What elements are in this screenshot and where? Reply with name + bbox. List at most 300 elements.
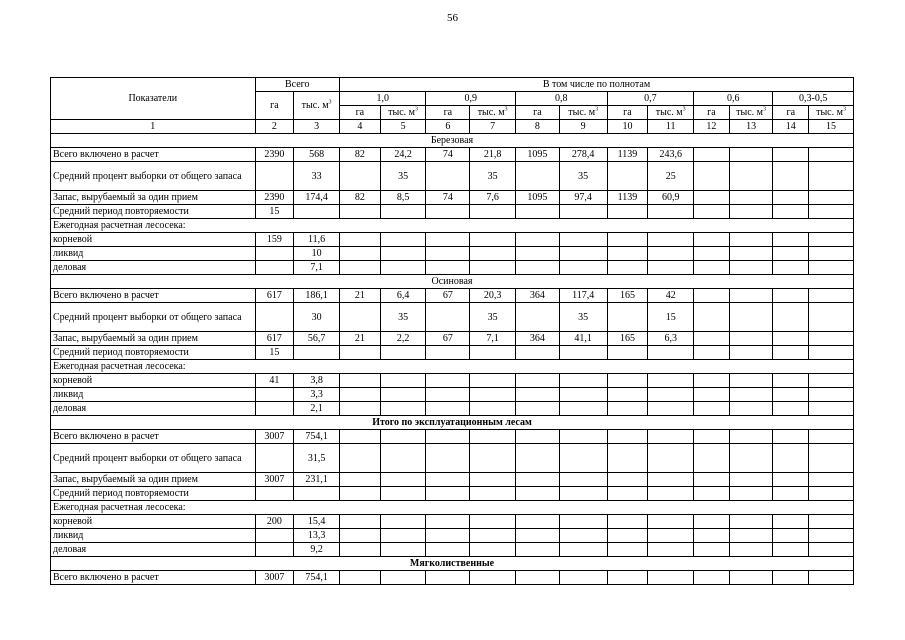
table-cell xyxy=(255,529,294,543)
section-title: Мягколиственные xyxy=(51,557,854,571)
column-number: 11 xyxy=(648,120,694,134)
row-label: Ежегодная расчетная лесосека: xyxy=(51,360,854,374)
row-label: Всего включено в расчет xyxy=(51,148,256,162)
table-cell xyxy=(648,473,694,487)
table-cell xyxy=(559,487,607,501)
table-cell xyxy=(648,487,694,501)
table-cell xyxy=(559,346,607,360)
table-cell: 2,2 xyxy=(380,332,426,346)
table-cell: 10 xyxy=(294,247,340,261)
table-cell xyxy=(255,247,294,261)
table-header xyxy=(51,78,854,134)
table-cell xyxy=(694,191,730,205)
table-cell: 33 xyxy=(294,162,340,191)
table-cell xyxy=(340,487,381,501)
row-label: корневой xyxy=(51,233,256,247)
table-row xyxy=(51,529,854,543)
table-cell xyxy=(255,402,294,416)
table-cell: 174,4 xyxy=(294,191,340,205)
table-row xyxy=(51,515,854,529)
table-cell xyxy=(607,247,648,261)
table-cell xyxy=(694,515,730,529)
table-cell xyxy=(729,388,773,402)
table-cell xyxy=(470,205,516,219)
table-cell xyxy=(809,191,854,205)
table-cell xyxy=(559,543,607,557)
table-cell xyxy=(694,205,730,219)
table-cell xyxy=(809,233,854,247)
unit-label: тыс. м xyxy=(655,107,683,118)
table-cell xyxy=(559,473,607,487)
unit-label: тыс. м xyxy=(816,107,843,118)
table-cell xyxy=(516,487,560,501)
table-cell xyxy=(773,444,809,473)
table-cell xyxy=(255,543,294,557)
table-cell xyxy=(516,162,560,191)
table-cell: 1139 xyxy=(607,191,648,205)
unit-label: тыс. м xyxy=(736,107,763,118)
column-number: 14 xyxy=(773,120,809,134)
table-cell xyxy=(694,233,730,247)
table-cell xyxy=(729,191,773,205)
table-cell xyxy=(809,205,854,219)
table-cell xyxy=(809,571,854,585)
table-cell: 231,1 xyxy=(294,473,340,487)
unit-volume: тыс. $м^3$ xyxy=(380,106,426,120)
table-cell xyxy=(255,303,294,332)
table-cell: 2390 xyxy=(255,148,294,162)
table-cell xyxy=(516,444,560,473)
table-cell xyxy=(607,543,648,557)
table-cell xyxy=(773,289,809,303)
table-cell xyxy=(340,444,381,473)
table-cell xyxy=(694,332,730,346)
table-row xyxy=(51,346,854,360)
table-cell: 20,3 xyxy=(470,289,516,303)
table-cell xyxy=(607,430,648,444)
table-cell xyxy=(380,430,426,444)
table-cell: 2390 xyxy=(255,191,294,205)
table-cell xyxy=(648,374,694,388)
table-cell: 35 xyxy=(470,303,516,332)
row-label: Запас, вырубаемый за один прием xyxy=(51,191,256,205)
table-cell xyxy=(470,543,516,557)
unit-ha: га xyxy=(607,106,648,120)
table-cell xyxy=(516,571,560,585)
column-number: 8 xyxy=(516,120,560,134)
table-cell xyxy=(694,261,730,275)
table-cell xyxy=(809,247,854,261)
table-cell xyxy=(809,430,854,444)
table-cell xyxy=(694,289,730,303)
table-row xyxy=(51,487,854,501)
table-row xyxy=(51,332,854,346)
density-group: 0,3-0,5 xyxy=(773,92,854,106)
table-cell: 7,1 xyxy=(294,261,340,275)
table-cell: 97,4 xyxy=(559,191,607,205)
section-header-row xyxy=(51,275,854,289)
table-cell xyxy=(694,388,730,402)
unit-volume: тыс. $м^3$ xyxy=(648,106,694,120)
table-row xyxy=(51,543,854,557)
row-label: Запас, вырубаемый за один прием xyxy=(51,473,256,487)
table-cell xyxy=(426,402,470,416)
table-cell: 3,3 xyxy=(294,388,340,402)
table-cell: 56,7 xyxy=(294,332,340,346)
table-cell xyxy=(809,374,854,388)
table-cell xyxy=(255,261,294,275)
table-cell: 278,4 xyxy=(559,148,607,162)
table-cell xyxy=(809,388,854,402)
table-cell: 74 xyxy=(426,148,470,162)
table-cell: 15 xyxy=(255,205,294,219)
table-cell: 8,5 xyxy=(380,191,426,205)
unit-ha: га xyxy=(340,106,381,120)
table-cell xyxy=(648,346,694,360)
table-cell: 9,2 xyxy=(294,543,340,557)
table-cell: 35 xyxy=(380,303,426,332)
table-cell: 82 xyxy=(340,148,381,162)
table-cell xyxy=(809,487,854,501)
header-by-density: В том числе по полнотам xyxy=(340,78,854,92)
table-cell xyxy=(773,247,809,261)
row-label: Всего включено в расчет xyxy=(51,289,256,303)
unit-volume: тыс. $м^3$ xyxy=(470,106,516,120)
table-cell xyxy=(470,473,516,487)
section-title: Березовая xyxy=(51,134,854,148)
column-number: 7 xyxy=(470,120,516,134)
table-cell xyxy=(773,487,809,501)
table-cell xyxy=(729,233,773,247)
row-label: Запас, вырубаемый за один прием xyxy=(51,332,256,346)
table-cell xyxy=(380,543,426,557)
table-cell xyxy=(426,543,470,557)
header-total: Всего xyxy=(255,78,339,92)
table-cell xyxy=(559,529,607,543)
table-cell: 3007 xyxy=(255,571,294,585)
table-cell xyxy=(294,487,340,501)
table-cell xyxy=(607,529,648,543)
table-cell xyxy=(516,473,560,487)
table-cell xyxy=(380,205,426,219)
table-cell: 186,1 xyxy=(294,289,340,303)
table-cell xyxy=(729,261,773,275)
table-cell xyxy=(380,374,426,388)
table-body xyxy=(51,134,854,585)
unit-label: тыс. м xyxy=(568,107,596,118)
column-number: 12 xyxy=(694,120,730,134)
table-cell: 24,2 xyxy=(380,148,426,162)
table-cell xyxy=(809,261,854,275)
row-label: ликвид xyxy=(51,247,256,261)
table-cell xyxy=(516,233,560,247)
table-row xyxy=(51,289,854,303)
table-cell xyxy=(380,247,426,261)
table-cell xyxy=(809,162,854,191)
row-label: Всего включено в расчет xyxy=(51,430,256,444)
table-cell xyxy=(380,233,426,247)
unit-volume: тыс. $м^3$ xyxy=(809,106,854,120)
unit-ha: га xyxy=(426,106,470,120)
table-cell xyxy=(607,571,648,585)
table-cell: 60,9 xyxy=(648,191,694,205)
table-cell xyxy=(773,515,809,529)
table-cell: 7,6 xyxy=(470,191,516,205)
table-cell xyxy=(648,233,694,247)
table-cell xyxy=(773,303,809,332)
table-cell xyxy=(773,402,809,416)
table-cell xyxy=(380,261,426,275)
table-cell xyxy=(648,529,694,543)
table-row xyxy=(51,388,854,402)
table-row xyxy=(51,360,854,374)
table-cell xyxy=(694,247,730,261)
column-number: 10 xyxy=(607,120,648,134)
table-cell xyxy=(648,388,694,402)
table-cell xyxy=(340,473,381,487)
table-row xyxy=(51,473,854,487)
table-cell: 2,1 xyxy=(294,402,340,416)
table-cell: 3,8 xyxy=(294,374,340,388)
table-cell xyxy=(729,162,773,191)
table-cell: 3007 xyxy=(255,473,294,487)
row-label: деловая xyxy=(51,261,256,275)
table-cell xyxy=(773,162,809,191)
table-cell: 15 xyxy=(648,303,694,332)
density-group: 0,8 xyxy=(516,92,608,106)
table-cell xyxy=(773,346,809,360)
table-cell: 200 xyxy=(255,515,294,529)
table-row xyxy=(51,162,854,191)
table-cell: 35 xyxy=(559,162,607,191)
table-cell: 6,3 xyxy=(648,332,694,346)
table-cell: 35 xyxy=(380,162,426,191)
table-cell xyxy=(694,487,730,501)
section-title: Итого по эксплуатационным лесам xyxy=(51,416,854,430)
table-cell: 364 xyxy=(516,332,560,346)
table-cell xyxy=(809,289,854,303)
table-cell xyxy=(648,402,694,416)
table-cell xyxy=(470,388,516,402)
table-cell: 754,1 xyxy=(294,430,340,444)
table-cell xyxy=(729,402,773,416)
table-cell xyxy=(426,303,470,332)
section-header-row xyxy=(51,557,854,571)
table-cell xyxy=(773,148,809,162)
table-cell xyxy=(426,247,470,261)
unit-ha: га xyxy=(773,106,809,120)
table-cell xyxy=(729,205,773,219)
table-cell xyxy=(340,571,381,585)
table-cell xyxy=(559,388,607,402)
table-cell xyxy=(426,430,470,444)
table-cell xyxy=(607,233,648,247)
table-cell xyxy=(294,205,340,219)
section-header-row xyxy=(51,134,854,148)
table-cell: 13,3 xyxy=(294,529,340,543)
table-cell xyxy=(340,543,381,557)
table-cell xyxy=(470,487,516,501)
table-cell xyxy=(648,205,694,219)
table-cell xyxy=(340,529,381,543)
row-label: корневой xyxy=(51,374,256,388)
table-cell xyxy=(694,303,730,332)
table-cell: 15 xyxy=(255,346,294,360)
table-cell: 21 xyxy=(340,289,381,303)
table-cell xyxy=(773,388,809,402)
table-cell xyxy=(729,529,773,543)
table-row xyxy=(51,261,854,275)
unit-volume: тыс. $м^3$ xyxy=(729,106,773,120)
table-cell xyxy=(340,346,381,360)
table-cell xyxy=(809,529,854,543)
table-cell: 6,4 xyxy=(380,289,426,303)
table-cell: 21 xyxy=(340,332,381,346)
table-cell xyxy=(773,473,809,487)
table-cell xyxy=(607,487,648,501)
table-row xyxy=(51,205,854,219)
table-cell: 7,1 xyxy=(470,332,516,346)
table-cell: 41,1 xyxy=(559,332,607,346)
table-cell xyxy=(559,233,607,247)
table-cell xyxy=(426,233,470,247)
table-row xyxy=(51,402,854,416)
column-number: 4 xyxy=(340,120,381,134)
row-label: деловая xyxy=(51,543,256,557)
table-cell xyxy=(648,543,694,557)
unit-label: тыс. м xyxy=(301,100,329,111)
table-cell xyxy=(470,261,516,275)
column-number: 5 xyxy=(380,120,426,134)
table-cell xyxy=(380,529,426,543)
table-cell xyxy=(340,261,381,275)
unit-label: тыс. м xyxy=(388,107,416,118)
table-cell xyxy=(809,332,854,346)
table-cell: 25 xyxy=(648,162,694,191)
table-row xyxy=(51,501,854,515)
table-cell xyxy=(426,487,470,501)
section-header-row xyxy=(51,416,854,430)
table-cell xyxy=(809,148,854,162)
table-cell xyxy=(559,515,607,529)
table-cell xyxy=(773,233,809,247)
table-cell xyxy=(648,430,694,444)
table-cell: 74 xyxy=(426,191,470,205)
table-cell xyxy=(380,473,426,487)
table-cell xyxy=(516,515,560,529)
header-indicators: Показатели xyxy=(51,78,256,120)
table-cell xyxy=(729,543,773,557)
unit-ha: га xyxy=(694,106,730,120)
table-cell xyxy=(648,515,694,529)
table-cell xyxy=(729,487,773,501)
table-cell xyxy=(516,430,560,444)
table-cell xyxy=(607,346,648,360)
table-cell xyxy=(773,191,809,205)
table-cell xyxy=(694,402,730,416)
table-cell xyxy=(607,205,648,219)
table-cell xyxy=(607,402,648,416)
table-cell xyxy=(380,402,426,416)
column-number: 1 xyxy=(51,120,256,134)
table-cell xyxy=(516,388,560,402)
table-cell xyxy=(380,487,426,501)
table-cell xyxy=(470,430,516,444)
table-cell xyxy=(694,374,730,388)
table-cell xyxy=(340,162,381,191)
table-cell xyxy=(426,346,470,360)
table-row xyxy=(51,430,854,444)
table-row xyxy=(51,374,854,388)
table-cell: 11,6 xyxy=(294,233,340,247)
table-cell xyxy=(559,205,607,219)
table-cell: 35 xyxy=(470,162,516,191)
table-cell: 617 xyxy=(255,332,294,346)
table-cell xyxy=(426,444,470,473)
table-cell xyxy=(426,388,470,402)
unit-label: тыс. м xyxy=(477,107,505,118)
table-row xyxy=(51,303,854,332)
row-label: Средний процент выборки от общего запаса xyxy=(51,303,256,332)
table-cell xyxy=(809,303,854,332)
density-group: 1,0 xyxy=(340,92,426,106)
table-row xyxy=(51,444,854,473)
table-cell xyxy=(729,332,773,346)
page-number: 56 xyxy=(447,12,458,24)
table-cell xyxy=(470,571,516,585)
table-cell xyxy=(648,571,694,585)
table-cell xyxy=(607,374,648,388)
column-number: 15 xyxy=(809,120,854,134)
table-cell xyxy=(694,529,730,543)
table-cell xyxy=(516,529,560,543)
table-cell: 617 xyxy=(255,289,294,303)
header-total-ha: га xyxy=(255,92,294,120)
table-cell xyxy=(380,388,426,402)
table-cell xyxy=(426,374,470,388)
table-cell xyxy=(607,444,648,473)
table-cell xyxy=(694,430,730,444)
unit-ha: га xyxy=(516,106,560,120)
table-cell xyxy=(607,515,648,529)
table-cell xyxy=(694,444,730,473)
table-cell xyxy=(607,261,648,275)
table-cell xyxy=(255,444,294,473)
table-cell xyxy=(729,374,773,388)
table-cell: 42 xyxy=(648,289,694,303)
table-cell xyxy=(340,430,381,444)
table-cell xyxy=(694,148,730,162)
table-cell xyxy=(470,346,516,360)
table-cell xyxy=(426,529,470,543)
table-cell xyxy=(773,571,809,585)
table-cell xyxy=(516,205,560,219)
table-cell xyxy=(809,473,854,487)
table-cell xyxy=(694,543,730,557)
density-group: 0,6 xyxy=(694,92,773,106)
table-cell xyxy=(255,162,294,191)
table-cell xyxy=(559,247,607,261)
table-cell xyxy=(729,148,773,162)
table-cell xyxy=(559,430,607,444)
table-row xyxy=(51,191,854,205)
unit-volume: тыс. $м^3$ xyxy=(559,106,607,120)
table-cell xyxy=(340,388,381,402)
density-group: 0,7 xyxy=(607,92,693,106)
row-label: Средний период повторяемости xyxy=(51,487,256,501)
row-label: Всего включено в расчет xyxy=(51,571,256,585)
table-cell xyxy=(729,247,773,261)
